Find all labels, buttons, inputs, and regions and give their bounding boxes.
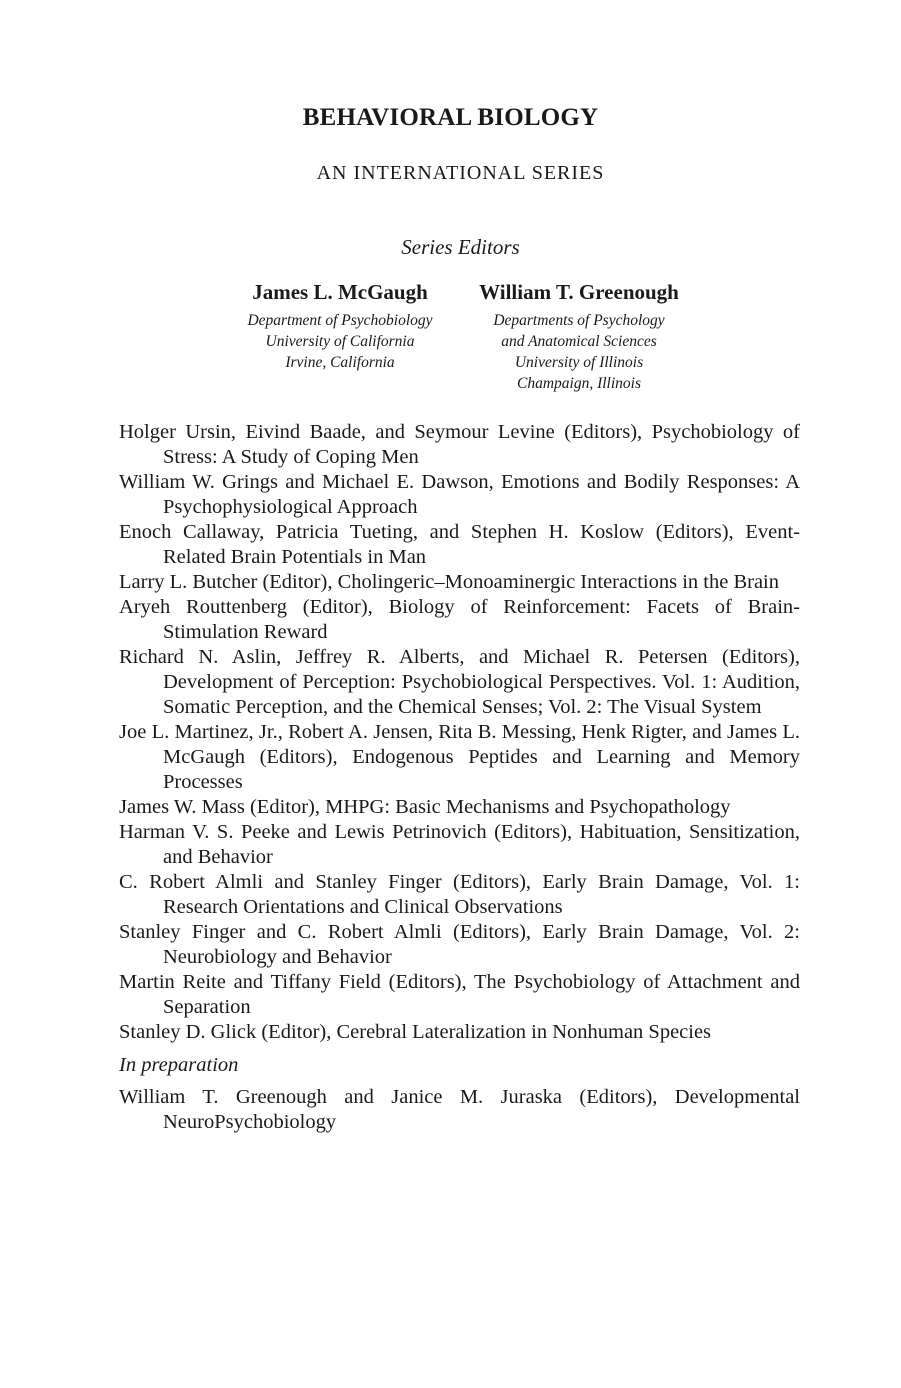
book-entry: Holger Ursin, Eivind Baade, and Seymour Levine (Editors), Psychobiology of Stress: A Study of Coping Men — [119, 421, 800, 468]
book-entry: William W. Grings and Michael E. Dawson, Emotions and Bodily Responses: A Psychophysiological Approach — [119, 471, 800, 518]
editor-affiliation-line: Champaign, Illinois — [516, 375, 641, 392]
book-entry: Harman V. S. Peeke and Lewis Petrinovich (Editors), Habituation, Sensitization, and Behavior — [119, 821, 800, 868]
series-subtitle: AN INTERNATIONAL SERIES — [316, 162, 605, 184]
book-entry-in-preparation: William T. Greenough and Janice M. Juraska (Editors), Developmental NeuroPsychobiology — [119, 1086, 800, 1133]
book-entry: Larry L. Butcher (Editor), Cholingeric–Monoaminergic Interactions in the Brain — [119, 571, 779, 593]
book-entry: Stanley Finger and C. Robert Almli (Editors), Early Brain Damage, Vol. 2: Neurobiology and Behavior — [119, 921, 800, 968]
book-list — [119, 420, 800, 1135]
editor-mcgaugh — [223, 278, 457, 373]
in-preparation-label: In preparation — [119, 1054, 239, 1076]
editor-name: James L. McGaugh — [252, 280, 428, 304]
book-entry: Stanley D. Glick (Editor), Cerebral Lateralization in Nonhuman Species — [119, 1021, 712, 1043]
editor-affiliation-line: University of Illinois — [514, 354, 644, 371]
editor-affiliation-line: and Anatomical Sciences — [501, 333, 657, 350]
book-entry: James W. Mass (Editor), MHPG: Basic Mechanisms and Psychopathology — [119, 796, 731, 818]
editor-affiliation-line: Department of Psychobiology — [247, 312, 433, 329]
editor-greenough — [465, 278, 693, 394]
editor-affiliation-line: Departments of Psychology — [493, 312, 665, 329]
series-title: BEHAVIORAL BIOLOGY — [302, 104, 599, 131]
book-entry: Martin Reite and Tiffany Field (Editors), The Psychobiology of Attachment and Separation — [119, 971, 800, 1018]
editor-name: William T. Greenough — [479, 280, 679, 304]
book-entry: Joe L. Martinez, Jr., Robert A. Jensen, Rita B. Messing, Henk Rigter, and James L. McGaugh (Editors), Endogenous Peptides and Learning and Memory Processes — [119, 721, 800, 793]
book-entry: Aryeh Routtenberg (Editor), Biology of Reinforcement: Facets of Brain-Stimulation Reward — [119, 596, 800, 643]
book-entry: Enoch Callaway, Patricia Tueting, and Stephen H. Koslow (Editors), Event-Related Brain Potentials in Man — [119, 521, 800, 568]
editor-affiliation-line: University of California — [265, 333, 415, 350]
book-entry: C. Robert Almli and Stanley Finger (Editors), Early Brain Damage, Vol. 1: Research Orientations and Clinical Observations — [119, 871, 800, 918]
series-editors-heading: Series Editors — [401, 235, 520, 259]
book-entry: Richard N. Aslin, Jeffrey R. Alberts, and Michael R. Petersen (Editors), Development of Perception: Psychobiological Perspectives. Vol. 1: Audition, Somatic Perception, and the Chemical Senses; Vol. 2: The Visual System — [119, 646, 800, 718]
editor-affiliation-line: Irvine, California — [285, 354, 395, 371]
